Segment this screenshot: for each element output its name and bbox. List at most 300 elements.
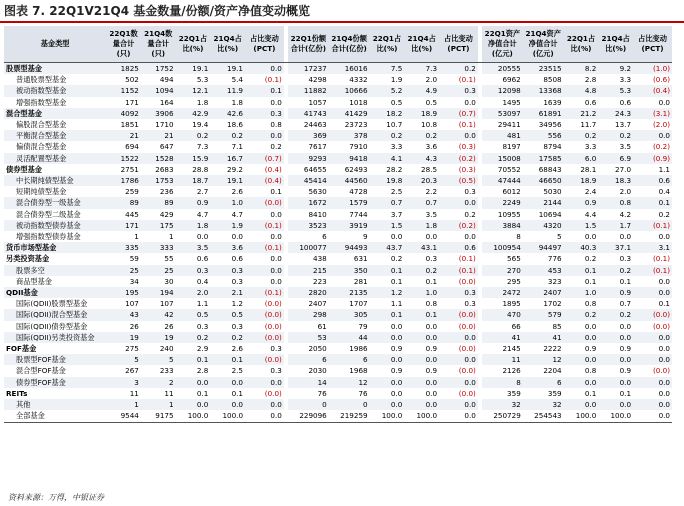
table-cell: (0.7) bbox=[439, 108, 478, 119]
fund-type-label: QDII基金 bbox=[4, 287, 106, 298]
fund-type-label: 普通股票型基金 bbox=[16, 75, 67, 85]
table-cell: 4.3 bbox=[404, 153, 439, 164]
table-cell: (0.3) bbox=[458, 164, 476, 174]
table-cell: 2.0 bbox=[425, 75, 438, 85]
table-cell: 10.7 bbox=[386, 120, 403, 130]
table-cell: 0.0 bbox=[633, 377, 672, 388]
table-cell: 0.0 bbox=[633, 410, 672, 422]
table-cell: 0.6 bbox=[196, 254, 209, 264]
table-cell: 2.7 bbox=[196, 187, 209, 197]
table-row bbox=[4, 365, 672, 376]
table-cell: (0.0) bbox=[245, 354, 284, 365]
table-cell: 1.8 bbox=[196, 97, 209, 107]
table-cell: (0.0) bbox=[458, 388, 476, 398]
table-cell: (0.0) bbox=[245, 332, 284, 343]
table-cell: 2145 bbox=[502, 344, 521, 354]
table-cell: 0.0 bbox=[598, 377, 633, 388]
table-cell: 1707 bbox=[349, 299, 368, 309]
table-row bbox=[4, 74, 672, 85]
table-cell: 0.0 bbox=[270, 254, 282, 264]
table-cell: 3.3 bbox=[390, 142, 403, 152]
table-cell: 4.7 bbox=[231, 209, 244, 219]
table-cell: 0.4 bbox=[196, 276, 209, 286]
table-cell: 0.1 bbox=[231, 388, 244, 398]
table-row bbox=[4, 309, 672, 320]
column-header: 21Q4份额合计(亿份) bbox=[329, 26, 370, 63]
table-cell: 0.2 bbox=[564, 309, 599, 320]
fund-type-label: 增强指数型基金 bbox=[16, 97, 67, 107]
fund-type-label: 混合型FOF基金 bbox=[16, 366, 66, 376]
table-cell: 100954 bbox=[482, 242, 523, 253]
table-cell: 502 bbox=[125, 75, 139, 85]
table-cell: 16016 bbox=[329, 63, 370, 75]
column-header: 占比变动(PCT) bbox=[245, 26, 284, 63]
table-cell: 7617 bbox=[308, 142, 327, 152]
table-row bbox=[4, 130, 672, 141]
table-cell: 0.9 bbox=[425, 366, 438, 376]
table-cell: (3.1) bbox=[633, 108, 672, 119]
table-cell: 11.9 bbox=[210, 85, 245, 96]
table-cell: 2.0 bbox=[176, 287, 211, 298]
table-cell: 0.3 bbox=[245, 108, 284, 119]
table-cell: 0.6 bbox=[633, 175, 672, 186]
table-cell: 5630 bbox=[308, 187, 327, 197]
table-cell: 4332 bbox=[349, 75, 368, 85]
table-cell: 1.1 bbox=[390, 299, 403, 309]
table-row bbox=[4, 97, 672, 108]
table-cell: 3.5 bbox=[619, 142, 632, 152]
table-cell: 2.1 bbox=[210, 287, 245, 298]
table-cell: 250729 bbox=[482, 410, 523, 422]
table-cell: 7.1 bbox=[231, 142, 244, 152]
table-cell: 1753 bbox=[141, 175, 176, 186]
table-cell: 1522 bbox=[106, 153, 141, 164]
table-cell: 1152 bbox=[106, 85, 141, 96]
table-cell: 1851 bbox=[120, 120, 139, 130]
table-cell: 1702 bbox=[543, 299, 562, 309]
table-cell: 1.0 bbox=[564, 287, 599, 298]
table-cell: 0.0 bbox=[425, 321, 438, 331]
table-cell: 8 bbox=[482, 377, 523, 388]
table-cell: 19.1 bbox=[176, 63, 211, 75]
table-cell: 0.3 bbox=[231, 276, 244, 286]
table-cell: 0.0 bbox=[658, 276, 670, 286]
table-row bbox=[4, 388, 672, 399]
table-cell: (0.0) bbox=[245, 309, 284, 320]
fund-type-label: 偏股混合型基金 bbox=[16, 120, 67, 130]
table-cell: 4.4 bbox=[584, 209, 597, 219]
table-cell: 18.7 bbox=[176, 175, 211, 186]
table-cell: 1.7 bbox=[598, 220, 633, 231]
table-cell: 0.2 bbox=[370, 130, 405, 141]
table-cell: 1786 bbox=[106, 175, 141, 186]
table-cell: 0.1 bbox=[425, 276, 438, 286]
chart-title: 图表 7. 22Q1V21Q4 基金数量/份额/资产净值变动概览 bbox=[4, 4, 310, 18]
table-cell: 1752 bbox=[141, 63, 176, 75]
table-cell: 27.0 bbox=[615, 164, 632, 174]
fund-type-label: 混合型基金 bbox=[4, 108, 106, 119]
table-cell: 0.0 bbox=[270, 232, 282, 242]
table-cell: 7910 bbox=[349, 142, 368, 152]
table-cell: 6 bbox=[329, 354, 370, 365]
fund-type-label: 偏债混合型基金 bbox=[16, 142, 67, 152]
fund-type-label: REITs bbox=[6, 388, 28, 398]
table-cell: 13.7 bbox=[615, 120, 632, 130]
table-cell: 24.3 bbox=[598, 108, 633, 119]
table-cell: 100.0 bbox=[404, 410, 439, 422]
table-cell: 12098 bbox=[482, 85, 523, 96]
table-cell: 0.3 bbox=[464, 187, 476, 197]
table-cell: 240 bbox=[159, 344, 174, 354]
table-row bbox=[4, 231, 672, 242]
table-cell: (0.1) bbox=[245, 287, 284, 298]
table-cell: 28.2 bbox=[386, 164, 403, 174]
table-cell: 0.0 bbox=[245, 399, 284, 410]
table-cell: 8.2 bbox=[564, 63, 599, 75]
table-cell: (0.6) bbox=[652, 75, 670, 85]
table-cell: 0.5 bbox=[210, 309, 245, 320]
table-cell: 19.1 bbox=[210, 175, 245, 186]
table-cell: 11.7 bbox=[580, 120, 597, 130]
table-cell: 3.5 bbox=[176, 242, 211, 253]
table-cell: 5 bbox=[557, 232, 562, 242]
table-cell: 7.3 bbox=[404, 63, 439, 75]
table-cell: 0.0 bbox=[196, 232, 209, 242]
table-cell: 0.0 bbox=[245, 410, 284, 422]
table-cell: 0.1 bbox=[619, 388, 632, 398]
table-cell: 1.9 bbox=[210, 220, 245, 231]
table-cell: 0.0 bbox=[439, 130, 478, 141]
table-cell: 1986 bbox=[349, 344, 368, 354]
table-cell: (0.1) bbox=[633, 265, 672, 276]
table-cell: (0.7) bbox=[245, 153, 284, 164]
table-cell: 0.0 bbox=[564, 377, 599, 388]
table-cell: 4.2 bbox=[619, 209, 632, 219]
table-cell: 0.0 bbox=[210, 377, 245, 388]
table-cell: 0.0 bbox=[658, 232, 670, 242]
table-cell: 0.0 bbox=[584, 321, 597, 331]
table-cell: 26 bbox=[129, 321, 139, 331]
table-cell: 0 bbox=[288, 399, 329, 410]
table-cell: 19.1 bbox=[210, 63, 245, 75]
table-cell: 100.0 bbox=[210, 410, 245, 422]
table-cell: 8197 bbox=[502, 142, 521, 152]
table-cell: 0.2 bbox=[404, 265, 439, 276]
table-cell: 0.2 bbox=[464, 209, 476, 219]
table-cell: 0.0 bbox=[658, 97, 670, 107]
table-cell: 3.3 bbox=[619, 75, 632, 85]
table-cell: 6962 bbox=[502, 75, 521, 85]
table-cell: (0.5) bbox=[439, 175, 478, 186]
table-cell: 1.1 bbox=[658, 164, 670, 174]
table-cell: 0.3 bbox=[210, 265, 245, 276]
fund-type-label: 被动指数型基金 bbox=[4, 85, 106, 96]
table-row bbox=[4, 108, 672, 119]
table-cell: 5 bbox=[106, 354, 141, 365]
table-cell: 18.2 bbox=[370, 108, 405, 119]
table-cell: 66 bbox=[511, 321, 521, 331]
table-cell: (0.4) bbox=[633, 85, 672, 96]
table-cell: 0.1 bbox=[584, 388, 597, 398]
table-cell: 2.8 bbox=[584, 75, 597, 85]
table-cell: 1895 bbox=[502, 299, 521, 309]
table-row bbox=[4, 119, 672, 130]
table-cell: 55 bbox=[164, 254, 174, 264]
table-cell: 0.9 bbox=[176, 197, 211, 208]
table-cell: 0.0 bbox=[370, 399, 405, 410]
table-cell: 0.3 bbox=[270, 366, 282, 376]
table-cell: 0.3 bbox=[425, 254, 438, 264]
header-row bbox=[4, 26, 672, 63]
table-cell: 378 bbox=[329, 130, 370, 141]
table-cell: 0.4 bbox=[658, 187, 670, 197]
table-cell: 267 bbox=[125, 366, 139, 376]
fund-overview-table bbox=[4, 26, 672, 423]
column-header: 21Q4占比(%) bbox=[210, 26, 245, 63]
fund-type-label: 增强指数型债券基金 bbox=[16, 232, 81, 242]
table-cell: (0.0) bbox=[245, 197, 284, 208]
table-cell: 0.1 bbox=[584, 276, 597, 286]
table-cell: 76 bbox=[317, 388, 327, 398]
table-cell: 0.0 bbox=[598, 354, 633, 365]
table-cell: 1 bbox=[134, 232, 139, 242]
table-cell: 0.2 bbox=[598, 265, 633, 276]
table-cell: 0.2 bbox=[598, 309, 633, 320]
table-cell: 70552 bbox=[497, 164, 521, 174]
table-row bbox=[4, 265, 672, 276]
table-cell: 2144 bbox=[523, 197, 564, 208]
table-cell: 0.1 bbox=[390, 276, 403, 286]
table-cell: 9175 bbox=[141, 410, 176, 422]
table-cell: 13368 bbox=[523, 85, 564, 96]
table-cell: 7744 bbox=[349, 209, 368, 219]
table-cell: 5030 bbox=[543, 187, 562, 197]
table-cell: 0.0 bbox=[425, 232, 438, 242]
table-cell: 0.3 bbox=[270, 344, 282, 354]
table-cell: (0.0) bbox=[458, 344, 476, 354]
table-cell: 7.5 bbox=[370, 63, 405, 75]
table-cell: 175 bbox=[141, 220, 176, 231]
table-cell: 0.0 bbox=[176, 399, 211, 410]
table-cell: 0.9 bbox=[390, 366, 403, 376]
table-cell: 89 bbox=[141, 197, 176, 208]
table-cell: 0.1 bbox=[370, 309, 405, 320]
table-cell: 0.1 bbox=[176, 354, 211, 365]
table-cell: 0.2 bbox=[564, 130, 599, 141]
table-cell: 64655 bbox=[303, 164, 327, 174]
table-cell: 79 bbox=[358, 321, 368, 331]
table-cell: (0.3) bbox=[458, 142, 476, 152]
table-cell: 2222 bbox=[543, 344, 562, 354]
table-cell: 3919 bbox=[329, 220, 370, 231]
table-cell: 0.2 bbox=[439, 63, 478, 75]
table-cell: 61891 bbox=[523, 108, 564, 119]
table-cell: 219259 bbox=[329, 410, 370, 422]
table-cell: 16.7 bbox=[210, 153, 245, 164]
table-cell: 46650 bbox=[523, 175, 564, 186]
table-row bbox=[4, 354, 672, 365]
table-cell: 0.0 bbox=[210, 399, 245, 410]
fund-type-label: 短期纯债型基金 bbox=[16, 187, 67, 197]
table-cell: 0.0 bbox=[270, 97, 282, 107]
table-cell: 254543 bbox=[523, 410, 564, 422]
table-cell: 0.2 bbox=[390, 254, 403, 264]
table-cell: 0.9 bbox=[598, 287, 633, 298]
table-cell: 0.3 bbox=[231, 321, 244, 331]
table-row bbox=[4, 209, 672, 220]
column-header: 基金类型 bbox=[4, 26, 106, 63]
fund-type-label: 混合债券型一级基金 bbox=[4, 197, 106, 208]
fund-type-label: 国际(QDII)债券型基金 bbox=[16, 321, 88, 331]
table-cell: 32 bbox=[482, 399, 523, 410]
table-cell: 11 bbox=[129, 388, 139, 398]
table-cell: 0.2 bbox=[270, 142, 282, 152]
table-cell: 21 bbox=[106, 130, 141, 141]
table-row bbox=[4, 242, 672, 253]
table-cell: 25 bbox=[106, 265, 141, 276]
table-cell: 100077 bbox=[288, 242, 329, 253]
table-cell: 14 bbox=[288, 377, 329, 388]
table-cell: 0.5 bbox=[425, 97, 438, 107]
table-row bbox=[4, 399, 672, 410]
table-cell: 37.1 bbox=[598, 242, 633, 253]
table-cell: 229096 bbox=[288, 410, 329, 422]
table-cell: 100.0 bbox=[176, 410, 211, 422]
table-cell: 17237 bbox=[288, 63, 329, 75]
table-cell: 9418 bbox=[329, 153, 370, 164]
table-cell: 17585 bbox=[523, 153, 564, 164]
table-cell: 0.0 bbox=[564, 399, 599, 410]
table-cell: 100.0 bbox=[564, 410, 599, 422]
table-cell: 0.0 bbox=[633, 332, 672, 343]
table-cell: 1710 bbox=[155, 120, 174, 130]
table-cell: 0.9 bbox=[390, 344, 403, 354]
table-cell: 0.2 bbox=[598, 130, 633, 141]
table-cell: 19.4 bbox=[192, 120, 209, 130]
table-cell: 0.8 bbox=[598, 197, 633, 208]
table-cell: 2.4 bbox=[584, 187, 597, 197]
table-cell: 0.1 bbox=[245, 85, 284, 96]
column-header: 21Q4占比(%) bbox=[404, 26, 439, 63]
table-row bbox=[4, 343, 672, 354]
table-cell: 0.1 bbox=[196, 388, 209, 398]
table-cell: 0.3 bbox=[196, 321, 209, 331]
table-cell: 61 bbox=[317, 321, 327, 331]
table-cell: 85 bbox=[552, 321, 562, 331]
table-cell: 1579 bbox=[329, 197, 370, 208]
table-cell: 631 bbox=[353, 254, 368, 264]
table-cell: 0.0 bbox=[370, 332, 405, 343]
table-cell: 0.3 bbox=[619, 254, 632, 264]
table-cell: 30 bbox=[164, 276, 174, 286]
table-cell: 107 bbox=[159, 299, 174, 309]
table-cell: 53097 bbox=[482, 108, 523, 119]
table-cell: 2204 bbox=[543, 366, 562, 376]
table-cell: 0.3 bbox=[464, 299, 476, 309]
table-cell: 0.0 bbox=[619, 321, 632, 331]
fund-type-label: 债券型FOF基金 bbox=[4, 377, 106, 388]
table-cell: 23515 bbox=[523, 63, 564, 75]
table-cell: 41 bbox=[482, 332, 523, 343]
table-cell: 25 bbox=[141, 265, 176, 276]
table-cell: 42.9 bbox=[176, 108, 211, 119]
table-cell: 1968 bbox=[349, 366, 368, 376]
table-cell: 223 bbox=[313, 276, 327, 286]
table-cell: 15.9 bbox=[176, 153, 211, 164]
table-cell: (0.0) bbox=[439, 309, 478, 320]
table-cell: 11 bbox=[164, 388, 174, 398]
column-header: 22Q1资产净值合计(亿元) bbox=[482, 26, 523, 63]
table-cell: 89 bbox=[106, 197, 141, 208]
table-cell: (0.0) bbox=[458, 366, 476, 376]
fund-type-label: 国际(QDII)股票型基金 bbox=[16, 299, 88, 309]
table-cell: 0.1 bbox=[564, 265, 599, 276]
table-cell: 0.7 bbox=[619, 299, 632, 309]
table-cell: (0.0) bbox=[264, 299, 282, 309]
table-cell: (0.1) bbox=[264, 75, 282, 85]
table-cell: 0.0 bbox=[390, 232, 403, 242]
table-cell: 1.0 bbox=[210, 197, 245, 208]
table-cell: 2030 bbox=[308, 366, 327, 376]
table-cell: 470 bbox=[482, 309, 523, 320]
table-cell: 68843 bbox=[538, 164, 562, 174]
fund-type-label: 股票型FOF基金 bbox=[4, 354, 106, 365]
table-cell: 171 bbox=[106, 220, 141, 231]
fund-type-label: 中长期纯债型基金 bbox=[4, 175, 106, 186]
column-header: 21Q4数量合计(只) bbox=[141, 26, 176, 63]
table-row bbox=[4, 186, 672, 197]
source-note: 资料来源：万得，中银证券 bbox=[8, 493, 104, 502]
table-cell: 0.0 bbox=[464, 97, 476, 107]
column-header: 22Q1占比(%) bbox=[564, 26, 599, 63]
table-cell: 1495 bbox=[502, 97, 521, 107]
table-cell: 5.3 bbox=[196, 75, 209, 85]
table-cell: 34 bbox=[129, 276, 139, 286]
table-cell: 0.2 bbox=[176, 130, 211, 141]
table-cell: 1.5 bbox=[564, 220, 599, 231]
table-cell: 350 bbox=[329, 265, 370, 276]
table-cell: 647 bbox=[159, 142, 174, 152]
table-cell: 1.8 bbox=[176, 220, 211, 231]
table-cell: 2683 bbox=[155, 164, 174, 174]
table-cell: 2820 bbox=[288, 287, 329, 298]
table-cell: 41743 bbox=[288, 108, 329, 119]
table-row bbox=[4, 141, 672, 152]
table-cell: 94497 bbox=[523, 242, 564, 253]
table-cell: (0.1) bbox=[458, 120, 476, 130]
table-cell: 0.1 bbox=[633, 197, 672, 208]
table-cell: 5.2 bbox=[370, 85, 405, 96]
table-cell: 295 bbox=[507, 276, 521, 286]
table-cell: 164 bbox=[159, 97, 174, 107]
table-cell: 438 bbox=[313, 254, 327, 264]
table-cell: 579 bbox=[523, 309, 564, 320]
table-cell: (0.0) bbox=[652, 366, 670, 376]
table-cell: 29411 bbox=[497, 120, 521, 130]
fund-type-label: 混合债券型二级基金 bbox=[16, 209, 81, 219]
table-row bbox=[4, 321, 672, 332]
table-cell: 8410 bbox=[308, 209, 327, 219]
table-cell: 19 bbox=[141, 332, 176, 343]
table-cell: 1.2 bbox=[370, 287, 405, 298]
table-row bbox=[4, 175, 672, 186]
table-cell: 0.1 bbox=[270, 187, 282, 197]
table-cell: 21.2 bbox=[564, 108, 599, 119]
table-cell: 3884 bbox=[482, 220, 523, 231]
table-cell: 369 bbox=[288, 130, 329, 141]
table-cell: 0.0 bbox=[658, 388, 670, 398]
table-cell: 0.1 bbox=[370, 265, 405, 276]
